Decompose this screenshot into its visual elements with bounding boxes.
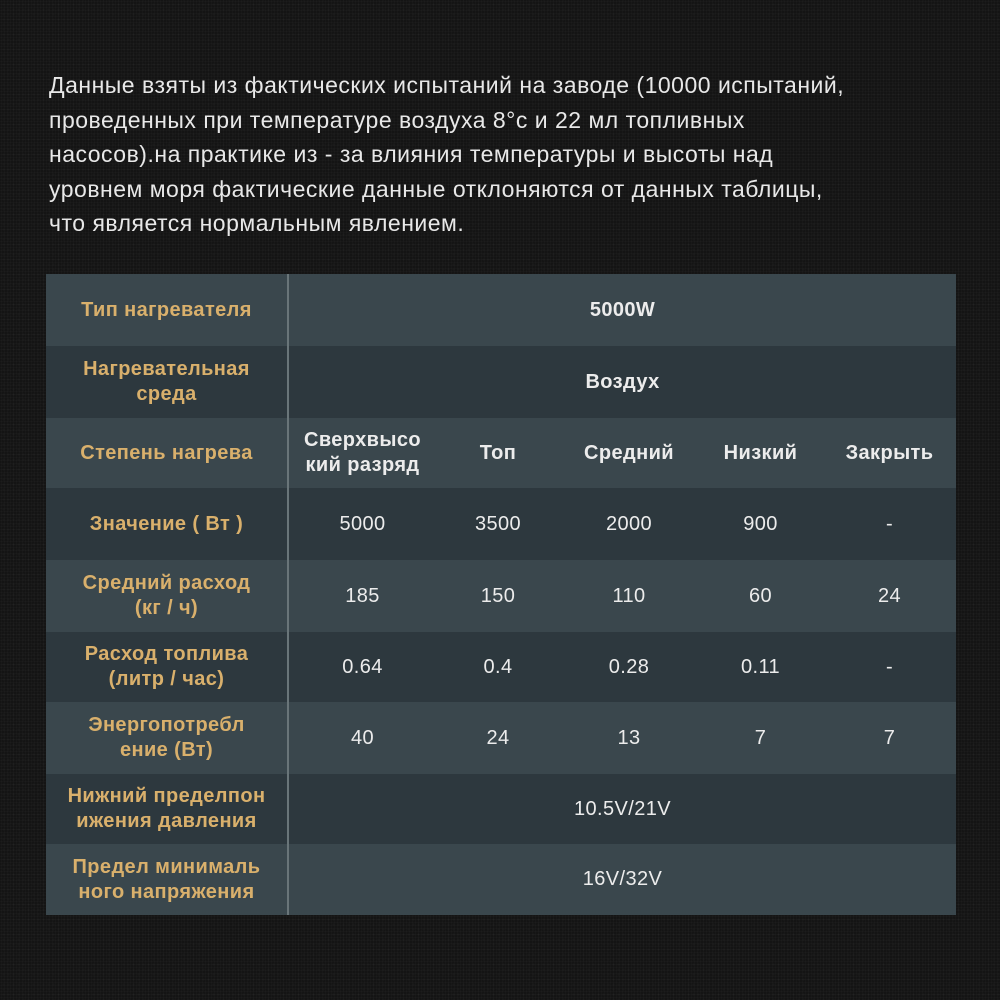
consumption-label-line: Энергопотребл [88, 714, 245, 736]
avg-flow-value: 24 [878, 584, 902, 607]
level-header-superhigh [288, 418, 436, 488]
level-header-off: Закрыть [845, 441, 934, 464]
intro-line: проведенных при температуре воздуха 8°c и 22 мл топливных [49, 106, 745, 133]
consumption-value: 7 [754, 726, 767, 749]
min-voltage-label-line: ного напряжения [78, 880, 255, 903]
row-medium [46, 346, 956, 418]
heater-type-value: 5000W [589, 298, 656, 321]
consumption-value: 40 [350, 726, 375, 749]
level-header-low: Низкий [723, 441, 798, 464]
row-heater-type [46, 274, 956, 346]
avg-flow-value: 150 [480, 584, 516, 607]
intro-line: насосов).на практике из - за влияния температуры и высоты над [49, 141, 774, 167]
medium-label-line: среда [136, 383, 197, 405]
avg-flow-value: 185 [345, 584, 380, 607]
consumption-value: 7 [883, 726, 896, 749]
row-heating-levels [46, 418, 956, 488]
medium-value: Воздух [585, 370, 660, 393]
fuel-label [46, 632, 288, 702]
row-power [46, 488, 956, 560]
intro-paragraph [49, 68, 979, 241]
intro-line: что является нормальным явлением. [49, 210, 465, 236]
medium-label [46, 346, 288, 418]
medium-label-line: Нагревательная [83, 358, 250, 380]
min-voltage-label [46, 844, 288, 915]
power-value: - [885, 512, 894, 535]
avg-flow-label [46, 560, 288, 632]
row-fuel [46, 632, 956, 702]
consumption-value: 13 [617, 726, 641, 749]
level-header-top: Топ [479, 441, 517, 464]
low-pressure-label [46, 774, 288, 844]
power-label: Значение ( Вт ) [46, 488, 288, 560]
low-pressure-value: 10.5V/21V [574, 797, 672, 820]
fuel-value: 0.11 [740, 655, 781, 678]
low-pressure-label-line: Нижний пределпон [67, 785, 266, 807]
power-value: 3500 [474, 512, 522, 535]
consumption-value: 24 [486, 726, 510, 749]
row-consumption [46, 702, 956, 774]
row-min-voltage [46, 844, 956, 915]
intro-line: Данные взяты из фактических испытаний на заводе (10000 испытаний, [49, 72, 845, 98]
power-value: 5000 [339, 512, 386, 535]
fuel-value: 0.28 [608, 655, 650, 678]
low-pressure-label-line: ижения давления [76, 810, 257, 832]
min-voltage-value: 16V/32V [582, 868, 663, 890]
heating-level-label: Степень нагрева [46, 418, 288, 488]
level-header-line: Сверхвысо [304, 429, 421, 451]
avg-flow-label-line: (кг / ч) [134, 597, 199, 619]
avg-flow-label-line: Средний расход [82, 572, 251, 594]
row-avg-flow [46, 560, 956, 632]
power-value: 900 [743, 512, 778, 535]
level-header-line: кий разряд [305, 454, 420, 476]
min-voltage-label-line: Предел минималь [72, 855, 261, 878]
consumption-label-line: ение (Вт) [119, 739, 214, 761]
intro-line: уровнем моря фактические данные отклоняются от данных таблицы, [49, 175, 823, 202]
fuel-value: 0.4 [483, 655, 513, 678]
consumption-label [46, 702, 288, 774]
fuel-value: - [885, 655, 894, 678]
level-header-medium: Средний [584, 441, 674, 464]
row-low-pressure [46, 774, 956, 844]
spec-table [46, 274, 956, 915]
heater-type-label: Тип нагревателя [46, 274, 288, 346]
fuel-label-line: (литр / час) [108, 668, 225, 690]
avg-flow-value: 110 [612, 584, 646, 607]
fuel-label-line: Расход топлива [84, 643, 249, 665]
power-value: 2000 [605, 512, 653, 535]
fuel-value: 0.64 [342, 655, 383, 678]
avg-flow-value: 60 [748, 584, 773, 607]
